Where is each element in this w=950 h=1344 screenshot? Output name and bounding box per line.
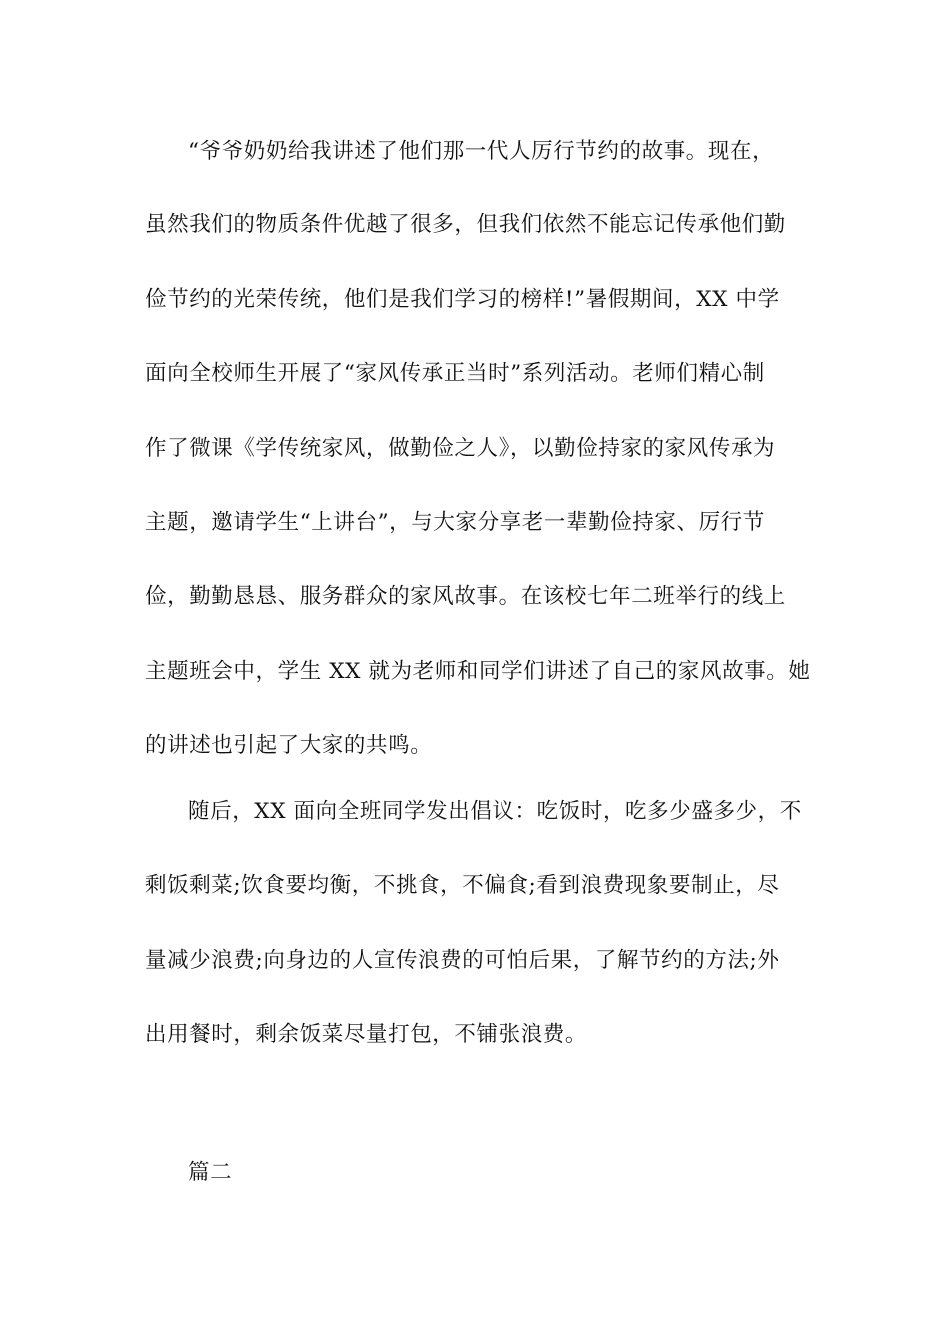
paragraph-1-line-7: 俭，勤勤恳恳、服务群众的家风故事。在该校七年二班举行的线上 [145, 584, 786, 609]
paragraph-2-line-1: 随后，XX 面向全班同学发出倡议：吃饭时，吃多少盛多少，不 [188, 799, 802, 824]
paragraph-1-line-1: “爷爷奶奶给我讲述了他们那一代人厉行节约的故事。现在， [188, 139, 775, 164]
paragraph-1-line-5: 作了微课《学传统家风，做勤俭之人》，以勤俭持家的家风传承为 [145, 436, 776, 461]
paragraph-1-line-6: 主题，邀请学生“上讲台”，与大家分享老一辈勤俭持家、厉行节 [145, 510, 765, 535]
paragraph-1-line-4: 面向全校师生开展了“家风传承正当时”系列活动。老师们精心制 [145, 361, 765, 386]
paragraph-1-line-9: 的讲述也引起了大家的共鸣。 [145, 733, 433, 758]
paragraph-1-line-2: 虽然我们的物质条件优越了很多，但我们依然不能忘记传承他们勤 [145, 212, 786, 237]
section-heading: 篇二 [188, 1160, 233, 1185]
paragraph-2-line-2: 剩饭剩菜;饮食要均衡，不挑食，不偏食;看到浪费现象要制止，尽 [145, 873, 780, 898]
paragraph-1-line-8: 主题班会中，学生 XX 就为老师和同学们讲述了自己的家风故事。她 [145, 659, 811, 684]
paragraph-2-line-3: 量减少浪费;向身边的人宣传浪费的可怕后果，了解节约的方法;外 [145, 948, 780, 973]
paragraph-2-line-4: 出用餐时，剩余饭菜尽量打包，不铺张浪费。 [145, 1022, 588, 1047]
paragraph-1-line-3: 俭节约的光荣传统，他们是我们学习的榜样!”暑假期间，XX 中学 [145, 287, 780, 312]
